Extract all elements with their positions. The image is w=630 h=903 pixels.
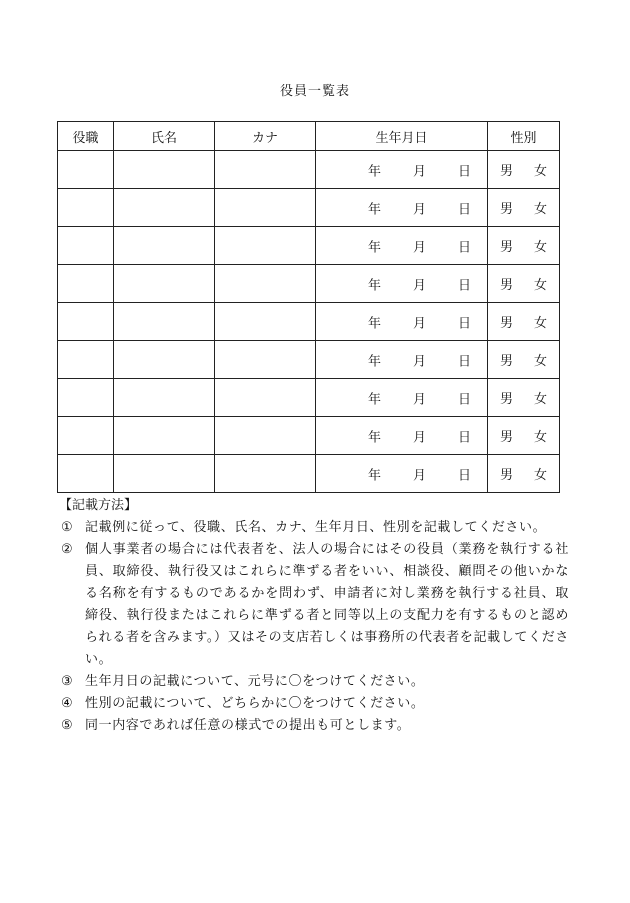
position-cell[interactable]	[58, 151, 114, 189]
position-cell[interactable]	[58, 189, 114, 227]
instruction-item	[57, 539, 569, 671]
instruction-number: ①	[61, 520, 73, 535]
instruction-number: ④	[61, 696, 73, 711]
position-cell[interactable]	[58, 227, 114, 265]
gender-cell[interactable]	[488, 417, 560, 455]
name-cell[interactable]	[114, 417, 215, 455]
table-row	[58, 303, 560, 341]
kana-cell[interactable]	[215, 455, 316, 493]
position-cell[interactable]	[58, 341, 114, 379]
officer-table	[57, 121, 560, 493]
name-cell[interactable]	[114, 379, 215, 417]
day-unit: 日	[458, 430, 472, 445]
birthdate-cell[interactable]	[316, 379, 488, 417]
birthdate-cell[interactable]	[316, 341, 488, 379]
gender-female-option[interactable]: 女	[533, 430, 547, 445]
gender-female-option[interactable]: 女	[533, 354, 547, 369]
gender-female-option[interactable]: 女	[533, 164, 547, 179]
name-cell[interactable]	[114, 151, 215, 189]
month-unit: 月	[413, 202, 427, 217]
position-cell[interactable]	[58, 379, 114, 417]
day-unit: 日	[458, 468, 472, 483]
position-cell[interactable]	[58, 455, 114, 493]
gender-cell[interactable]	[488, 189, 560, 227]
year-unit: 年	[368, 392, 382, 407]
gender-male-option[interactable]: 男	[499, 164, 513, 179]
column-header-position: 役職	[58, 122, 114, 151]
name-cell[interactable]	[114, 303, 215, 341]
gender-male-option[interactable]: 男	[499, 202, 513, 217]
birthdate-cell[interactable]	[316, 303, 488, 341]
name-cell[interactable]	[114, 341, 215, 379]
table-row	[58, 227, 560, 265]
gender-male-option[interactable]: 男	[499, 430, 513, 445]
kana-cell[interactable]	[215, 227, 316, 265]
instruction-item	[57, 693, 569, 715]
month-unit: 月	[413, 316, 427, 331]
gender-cell[interactable]	[488, 151, 560, 189]
kana-cell[interactable]	[215, 303, 316, 341]
instruction-item	[57, 517, 569, 539]
gender-male-option[interactable]: 男	[499, 316, 513, 331]
gender-cell[interactable]	[488, 379, 560, 417]
table-row	[58, 417, 560, 455]
instruction-number: ②	[61, 542, 73, 557]
birthdate-cell[interactable]	[316, 227, 488, 265]
year-unit: 年	[368, 164, 382, 179]
kana-cell[interactable]	[215, 379, 316, 417]
instruction-item	[57, 715, 569, 737]
gender-female-option[interactable]: 女	[533, 468, 547, 483]
kana-cell[interactable]	[215, 151, 316, 189]
instructions-section	[57, 495, 569, 737]
year-unit: 年	[368, 354, 382, 369]
column-header-name: 氏名	[114, 122, 215, 151]
gender-female-option[interactable]: 女	[533, 278, 547, 293]
table-row	[58, 189, 560, 227]
birthdate-cell[interactable]	[316, 189, 488, 227]
table-row	[58, 455, 560, 493]
instruction-number: ⑤	[61, 718, 73, 733]
year-unit: 年	[368, 240, 382, 255]
month-unit: 月	[413, 164, 427, 179]
gender-male-option[interactable]: 男	[499, 240, 513, 255]
gender-cell[interactable]	[488, 455, 560, 493]
instructions-list	[57, 517, 569, 737]
kana-cell[interactable]	[215, 341, 316, 379]
month-unit: 月	[413, 392, 427, 407]
gender-cell[interactable]	[488, 227, 560, 265]
month-unit: 月	[413, 468, 427, 483]
month-unit: 月	[413, 430, 427, 445]
gender-male-option[interactable]: 男	[499, 354, 513, 369]
month-unit: 月	[413, 240, 427, 255]
name-cell[interactable]	[114, 265, 215, 303]
instructions-heading: 【記載方法】	[59, 498, 138, 513]
table-header-row	[58, 122, 560, 151]
instruction-item	[57, 671, 569, 693]
day-unit: 日	[458, 354, 472, 369]
day-unit: 日	[458, 202, 472, 217]
day-unit: 日	[458, 240, 472, 255]
kana-cell[interactable]	[215, 265, 316, 303]
year-unit: 年	[368, 430, 382, 445]
gender-cell[interactable]	[488, 341, 560, 379]
position-cell[interactable]	[58, 265, 114, 303]
year-unit: 年	[368, 278, 382, 293]
column-header-gender: 性別	[488, 122, 560, 151]
gender-cell[interactable]	[488, 265, 560, 303]
day-unit: 日	[458, 316, 472, 331]
kana-cell[interactable]	[215, 189, 316, 227]
kana-cell[interactable]	[215, 417, 316, 455]
birthdate-cell[interactable]	[316, 455, 488, 493]
birthdate-cell[interactable]	[316, 265, 488, 303]
position-cell[interactable]	[58, 417, 114, 455]
name-cell[interactable]	[114, 455, 215, 493]
table-row	[58, 379, 560, 417]
day-unit: 日	[458, 278, 472, 293]
instruction-text: 生年月日の記載について、元号に〇をつけてください。	[85, 674, 425, 689]
gender-female-option[interactable]: 女	[533, 316, 547, 331]
page-title: 役員一覧表	[279, 84, 350, 99]
table-row	[58, 151, 560, 189]
day-unit: 日	[458, 164, 472, 179]
gender-cell[interactable]	[488, 303, 560, 341]
column-header-kana: カナ	[215, 122, 316, 151]
month-unit: 月	[413, 278, 427, 293]
gender-male-option[interactable]: 男	[499, 392, 513, 407]
instruction-number: ③	[61, 674, 73, 689]
birthdate-cell[interactable]	[316, 151, 488, 189]
gender-female-option[interactable]: 女	[533, 202, 547, 217]
gender-male-option[interactable]: 男	[499, 468, 513, 483]
name-cell[interactable]	[114, 189, 215, 227]
instruction-text: 個人事業者の場合には代表者を、法人の場合にはその役員（業務を執行する社員、取締役、執行役又はこれらに準ずる者をいい、相談役、顧問その他いかなる名称を有するものであるかを問わず、申請者に対し業務を執行する社員、取締役、執行役またはこれらに準ずる者と同等以上の支配力を有するものと認められる者を含みます。）又はその支店若しくは事務所の代表者を記載してください。	[85, 542, 569, 667]
instruction-text: 同一内容であれば任意の様式での提出も可とします。	[85, 718, 411, 733]
gender-male-option[interactable]: 男	[499, 278, 513, 293]
position-cell[interactable]	[58, 303, 114, 341]
name-cell[interactable]	[114, 227, 215, 265]
gender-female-option[interactable]: 女	[533, 240, 547, 255]
month-unit: 月	[413, 354, 427, 369]
year-unit: 年	[368, 468, 382, 483]
instruction-text: 記載例に従って、役職、氏名、カナ、生年月日、性別を記載してください。	[85, 520, 547, 535]
instruction-text: 性別の記載について、どちらかに〇をつけてください。	[85, 696, 425, 711]
column-header-birthdate: 生年月日	[316, 122, 488, 151]
gender-female-option[interactable]: 女	[533, 392, 547, 407]
table-body	[58, 151, 560, 493]
year-unit: 年	[368, 202, 382, 217]
birthdate-cell[interactable]	[316, 417, 488, 455]
year-unit: 年	[368, 316, 382, 331]
table-row	[58, 265, 560, 303]
day-unit: 日	[458, 392, 472, 407]
table-row	[58, 341, 560, 379]
